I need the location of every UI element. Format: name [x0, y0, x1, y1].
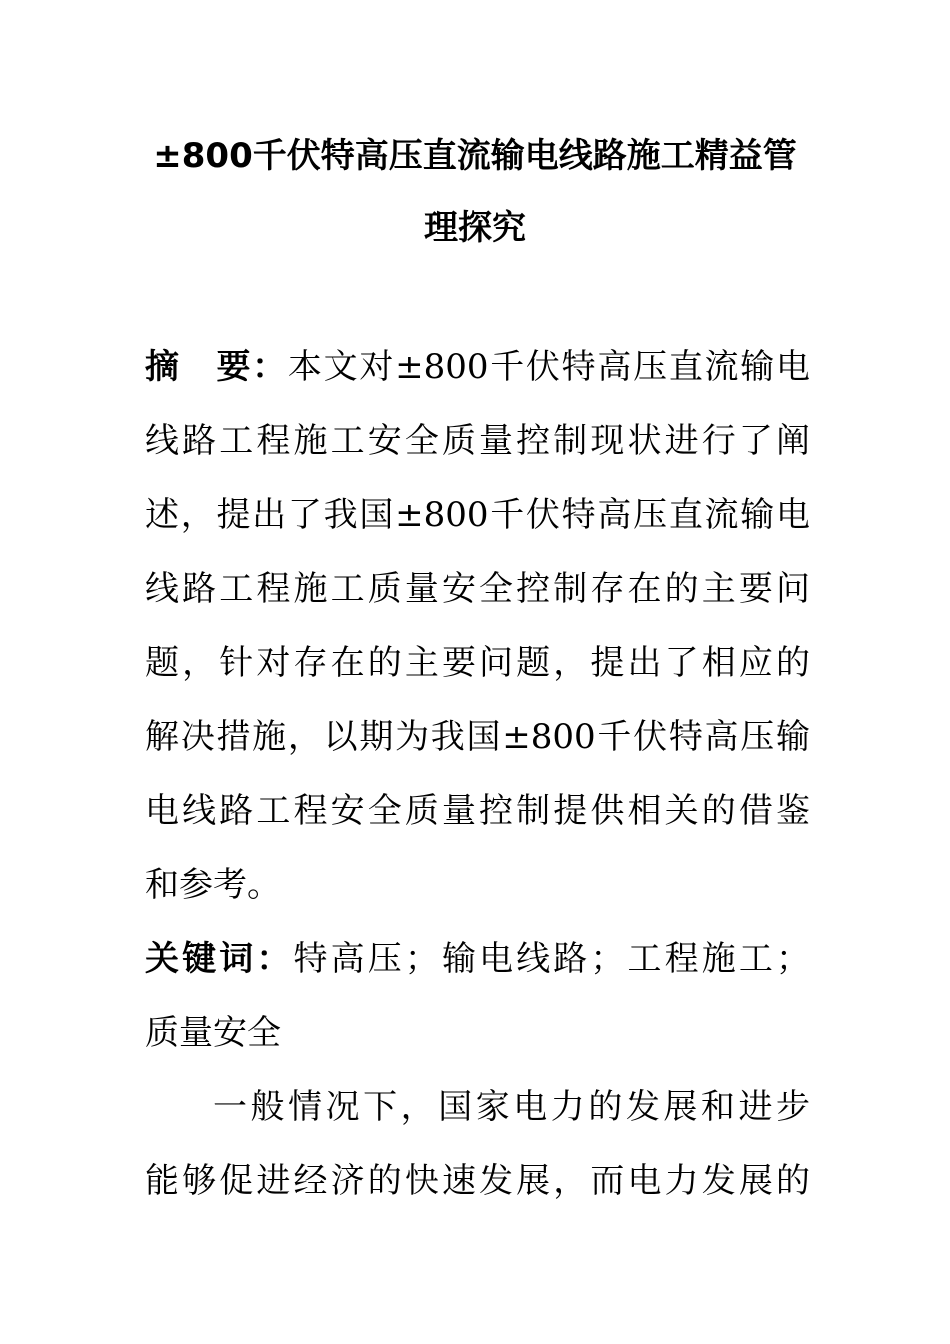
- abstract-line-8: 和参考。: [145, 865, 281, 905]
- keywords-line-1: [145, 922, 810, 996]
- abstract-line-3: 述，提出了我国±800千伏特高压直流输电: [145, 495, 810, 535]
- abstract-line-1: [145, 330, 810, 404]
- abstract-text-1: 本文对±800千伏特高压直流输电: [287, 347, 810, 387]
- keywords-text-1: 特高压；输电线路；工程施工；: [293, 939, 811, 979]
- abstract-line-7: 电线路工程安全质量控制提供相关的借鉴: [145, 791, 810, 831]
- document-title-line-1: ±800千伏特高压直流输电线路施工精益管: [153, 136, 797, 176]
- document-title-line-2: 理探究: [424, 208, 526, 248]
- keywords-label: 关键词：: [145, 939, 294, 979]
- abstract-line-4: 线路工程施工质量安全控制存在的主要问: [145, 569, 810, 609]
- abstract-line-2: 线路工程施工安全质量控制现状进行了阐: [145, 421, 810, 461]
- abstract-line-6: 解决措施，以期为我国±800千伏特高压输: [145, 717, 810, 757]
- paragraph-line-2: 能够促进经济的快速发展，而电力发展的: [145, 1161, 810, 1201]
- abstract-line-5: 题，针对存在的主要问题，提出了相应的: [145, 643, 810, 683]
- abstract-label: 摘 要：: [145, 347, 288, 387]
- paragraph-line-1: 一般情况下，国家电力的发展和进步: [213, 1087, 810, 1127]
- keywords-line-2: 质量安全: [145, 1013, 281, 1053]
